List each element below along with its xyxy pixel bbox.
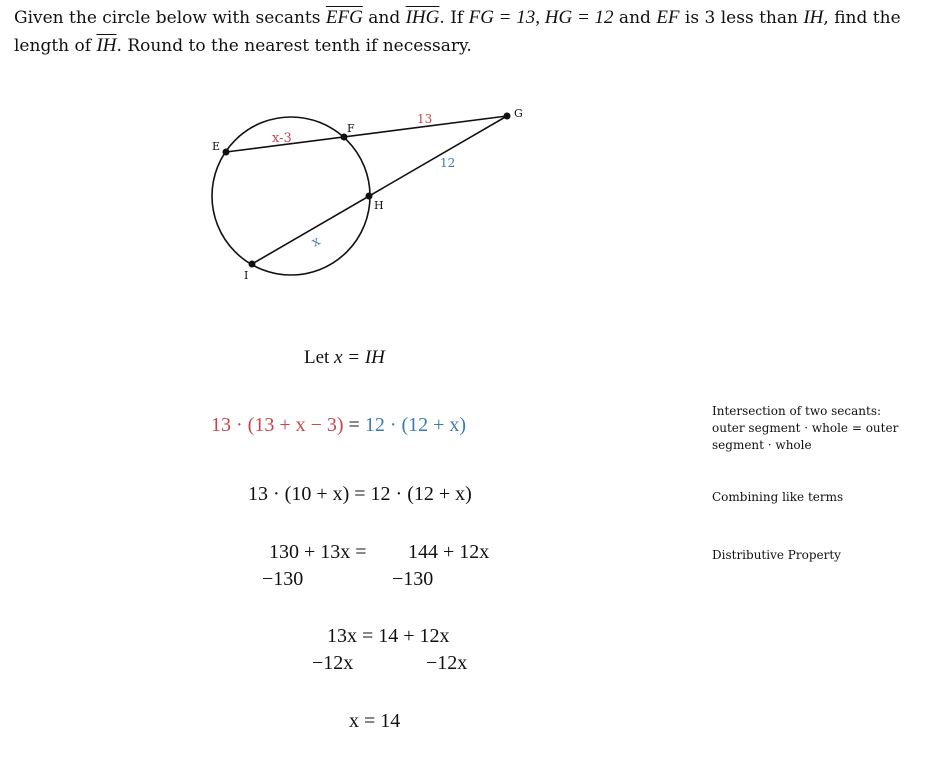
label-ih: x [309, 233, 323, 251]
label-g: G [514, 107, 523, 120]
note-combine: Combining like terms [712, 490, 844, 504]
step-1-right: 12 · (12 + x) [364, 414, 467, 436]
let-word: Let [304, 347, 335, 368]
label-fg: 13 [417, 112, 433, 126]
problem-text: Given the circle below with secants [14, 8, 326, 28]
segment-ih-overline: $\overline{IH}$ [96, 35, 117, 56]
step-4-sub-right: −12x [426, 652, 468, 674]
problem-text: . Round to the nearest tenth if necessary. [116, 36, 472, 56]
step-1-left: 13 · (13 + x − 3) [211, 414, 344, 436]
note-secants [712, 403, 922, 454]
step-2: 13 · (10 + x) = 12 · (12 + x) [248, 483, 472, 505]
segment-ef: EF [656, 7, 680, 28]
problem-text: . If [439, 8, 469, 28]
problem-text: , find the [823, 8, 901, 28]
problem-text: and [613, 8, 657, 28]
final-answer: x = 14 [349, 710, 401, 732]
problem-text: length of [14, 36, 97, 56]
given-lengths: FG = 13, HG = 12 [468, 7, 614, 28]
segment-ih: IH [803, 7, 824, 28]
point-i [249, 261, 256, 268]
step-1 [211, 414, 466, 437]
label-ef: x-3 [272, 131, 292, 146]
point-g [504, 113, 511, 120]
step-3-sub-right: −130 [392, 568, 434, 590]
label-h: H [374, 199, 384, 212]
point-h [366, 193, 373, 200]
problem-text: and [362, 8, 406, 28]
problem-text: is 3 less than [679, 8, 804, 28]
step-1-equals: = [343, 414, 365, 436]
step-4: 13x = 14 + 12x [327, 625, 450, 647]
let-equation: x = IH [334, 347, 385, 368]
step-3-right: 144 + 12x [408, 541, 490, 563]
secant-efg-line [226, 116, 507, 152]
note-distributive: Distributive Property [712, 548, 841, 562]
let-statement [304, 346, 385, 369]
step-3-left: 130 + 13x = [269, 541, 367, 563]
secant-diagram [0, 0, 928, 320]
label-e: E [212, 140, 221, 153]
step-4-sub-left: −12x [312, 652, 354, 674]
note-secants-title: Intersection of two secants: [712, 404, 882, 418]
label-f: F [347, 122, 355, 135]
label-hg: 12 [440, 156, 456, 170]
point-e [223, 149, 230, 156]
label-i: I [244, 269, 249, 282]
step-3-sub-left: −130 [262, 568, 304, 590]
secant-efg: $\overline{EFG}$ [325, 7, 363, 28]
secant-ihg: $\overline{IHG}$ [405, 7, 440, 28]
note-secants-rule: outer segment · whole = outer segment · whole [712, 421, 899, 452]
